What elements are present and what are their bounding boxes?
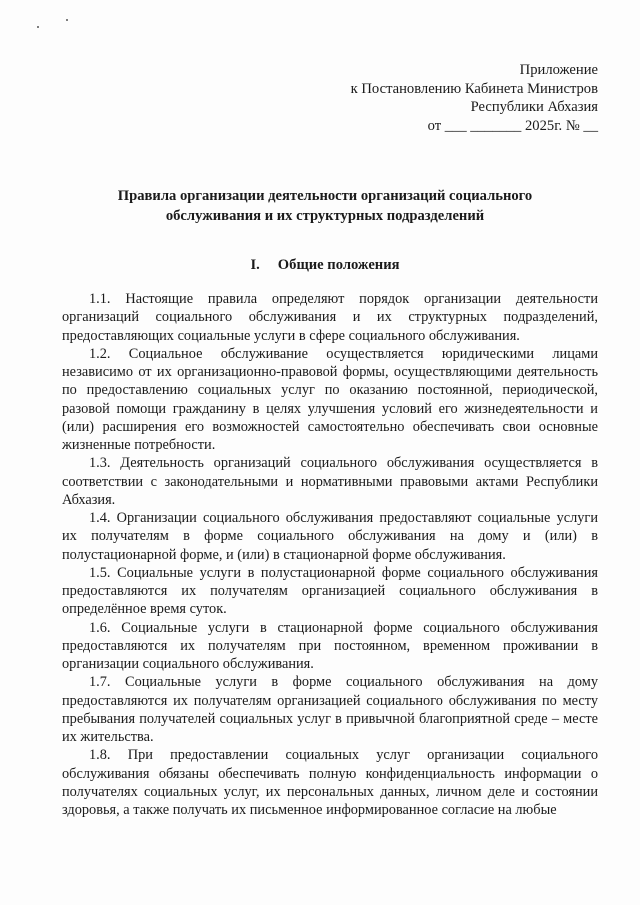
paragraph-1-2: 1.2. Социальное обслуживание осуществляется юридическими лицами независимо от их организационно-правовой формы, осуществляющими деятельность по предоставлению социальных услуг по оказанию постоянной, периодической, разовой помощи гражданину в целях улучшения условий его жизнедеятельности и (или) расширения его возможностей самостоятельно обеспечивать свои основные жизненные потребности.	[62, 345, 598, 453]
document-body	[62, 290, 598, 819]
section-heading	[60, 255, 590, 275]
republic-name: Республики Абхазия	[470, 99, 598, 115]
paragraph-1-7: 1.7. Социальные услуги в форме социального обслуживания на дому предоставляются их получателям организацией социального обслуживания по месту пребывания получателей социальных услуг в привычной благоприятной среде – месте их жительства.	[62, 674, 598, 745]
section-title: Общие положения	[277, 257, 400, 273]
paragraph-1-6: 1.6. Социальные услуги в стационарной форме социального обслуживания предоставляются их получателям при постоянном, временном проживании в организации социального обслуживания.	[62, 619, 598, 672]
paragraph-1-1: 1.1. Настоящие правила определяют порядок организации деятельности организаций социального обслуживания и их структурных подразделений, предоставляющих социальные услуги в сфере социального обслуживания.	[62, 291, 598, 344]
document-title	[60, 186, 590, 226]
scan-speck	[37, 26, 39, 28]
scan-speck	[66, 19, 68, 21]
decree-date-number: от ___ _______ 2025г. № __	[427, 117, 598, 134]
paragraph-1-3: 1.3. Деятельность организаций социального обслуживания осуществляется в соответствии с законодательными и нормативными правовыми актами Республики Абхазия.	[62, 455, 598, 508]
paragraph-1-5: 1.5. Социальные услуги в полустационарной форме социального обслуживания предоставляются их получателям организацией социального обслуживания в определённое время суток.	[62, 564, 598, 618]
paragraph-1-4: 1.4. Организации социального обслуживания предоставляют социальные услуги их получателям в форме социального обслуживания на дому и (или) в полустационарной форме, и (или) в стационарной форме обслуживания.	[62, 510, 598, 563]
paragraph-1-8: 1.8. При предоставлении социальных услуг организации социального обслуживания обязаны обеспечивать полную конфиденциальность информации о получателях социальных услуг, их персональных данных, личном деле и состоянии здоровья, а также получать их письменное информированное согласие на любые	[62, 747, 598, 818]
appendix-header	[351, 61, 598, 135]
decree-reference: к Постановлению Кабинета Министров	[350, 80, 598, 97]
title-line: обслуживания и их структурных подразделений	[165, 208, 485, 224]
title-line: Правила организации деятельности организаций социального	[117, 188, 533, 204]
section-number: I.	[250, 257, 260, 273]
appendix-label: Приложение	[519, 62, 598, 78]
